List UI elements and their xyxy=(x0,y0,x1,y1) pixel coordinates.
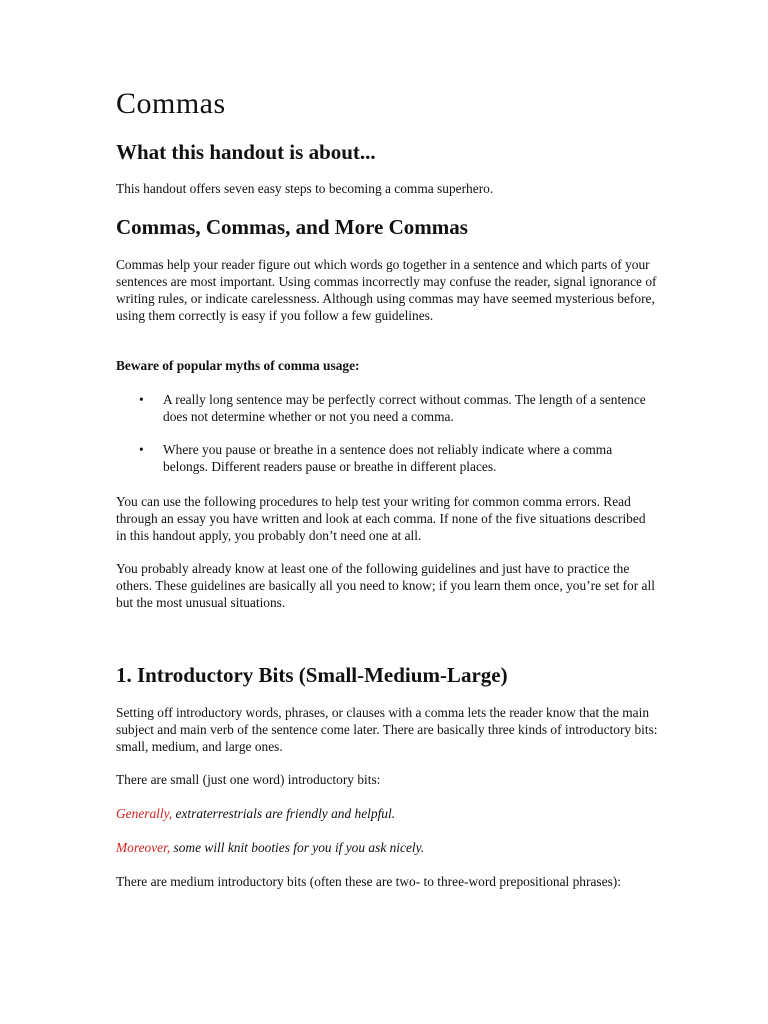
myth-text: A really long sentence may be perfectly correct without commas. The length of a sentence does not determine whether or not you need a comma. xyxy=(163,392,646,424)
example-lead: Generally, xyxy=(116,806,173,821)
guidelines-text: You probably already know at least one of the following guidelines and just have to practice the others. These guidelines are basically all you need to know; if you learn them once, you’re set for all but the most unusual situations. xyxy=(116,561,655,610)
example-lead: Moreover, xyxy=(116,840,171,855)
about-text: This handout offers seven easy steps to becoming a comma superhero. xyxy=(116,181,494,196)
example-rest: some will knit booties for you if you ask nicely. xyxy=(170,840,425,855)
procedures-text: You can use the following procedures to help test your writing for common comma errors. Read through an essay you have written and look at each comma. If none of the five situations described in this handout apply, you probably don’t need one at all. xyxy=(116,494,646,543)
list-item xyxy=(116,441,658,475)
bullet-icon: • xyxy=(139,392,144,407)
list-item xyxy=(116,391,658,425)
small-bits-label: There are small (just one word) introductory bits: xyxy=(116,772,381,787)
myths-label: Beware of popular myths of comma usage: xyxy=(116,358,360,373)
example-rest: extraterrestrials are friendly and helpful. xyxy=(172,806,396,821)
introductory-bits-text: Setting off introductory words, phrases, or clauses with a comma lets the reader know that the main subject and main verb of the sentence come later. There are basically three kinds of introductory bits: small, medium, and large ones. xyxy=(116,705,658,754)
heading-more-commas: Commas, Commas, and More Commas xyxy=(116,215,468,239)
myth-text: Where you pause or breathe in a sentence does not reliably indicate where a comma belongs. Different readers pause or breathe in different places. xyxy=(163,442,613,474)
heading-introductory-bits: 1. Introductory Bits (Small-Medium-Large) xyxy=(116,663,508,687)
example-sentence xyxy=(116,839,658,856)
more-commas-intro: Commas help your reader figure out which words go together in a sentence and which parts of your sentences are most important. Using commas incorrectly may confuse the reader, signal ignorance of writing rules, or indicate carelessness. Although using commas may have seemed mysterious before, using them correctly is easy if you follow a few guidelines. xyxy=(116,257,657,323)
medium-bits-label: There are medium introductory bits (often these are two- to three-word prepositional phrases): xyxy=(116,874,621,889)
example-sentence xyxy=(116,805,658,822)
document-title: Commas xyxy=(116,87,226,120)
myths-list xyxy=(116,391,658,491)
bullet-icon: • xyxy=(139,442,144,457)
heading-about: What this handout is about... xyxy=(116,140,376,164)
